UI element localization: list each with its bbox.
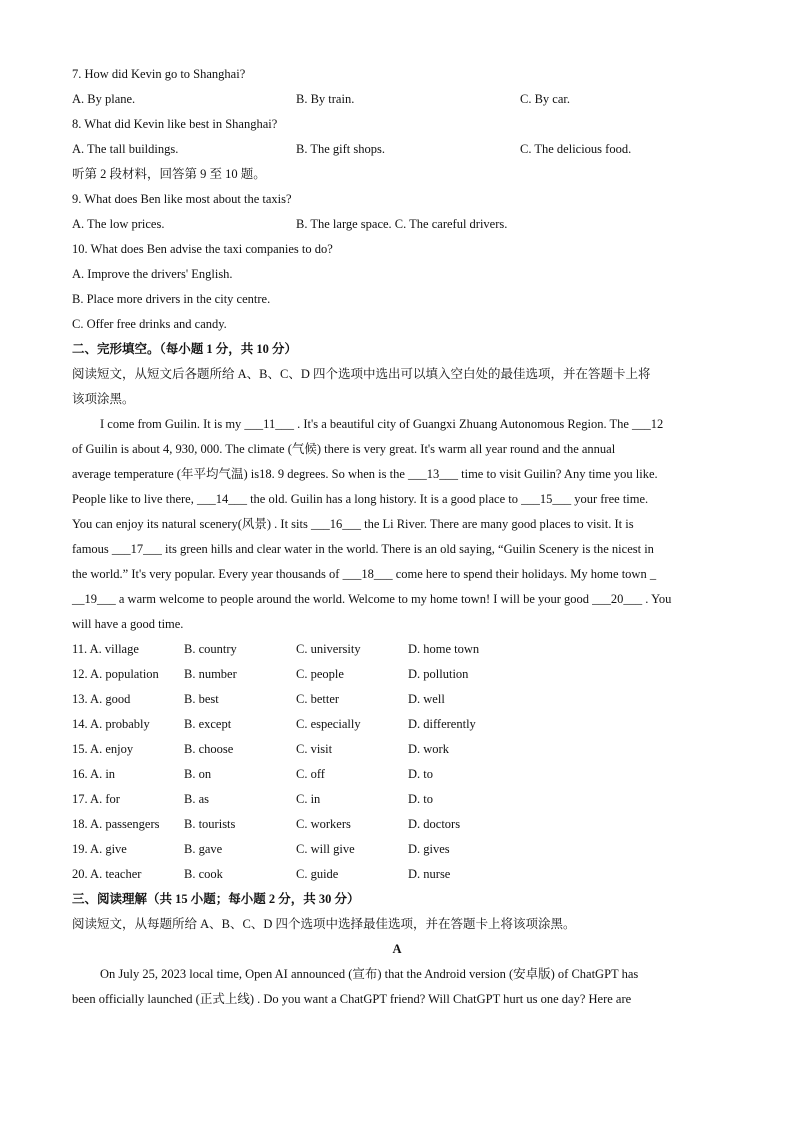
option-d: D. to [408,792,433,806]
option-b: B. as [184,792,209,806]
cloze-option-row [72,691,572,707]
option-d: D. work [408,742,449,756]
option-d: D. pollution [408,667,469,681]
reading-heading: 三、阅读理解（共 15 小题；每小题 2 分，共 30 分） [72,892,360,906]
cloze-passage-line: of Guilin is about 4, 930, 000. The climate (气候) there is very great. It's warm all year round and the annual [72,442,616,456]
cloze-option-row [72,841,572,857]
cloze-option-row [72,816,572,832]
cloze-passage-line: You can enjoy its natural scenery(风景) . It sits ___16___ the Li River. There are many good places to visit. It is [72,517,634,531]
cloze-heading: 二、完形填空。（每小题 1 分，共 10 分） [72,342,298,356]
question-10-option-c: C. Offer free drinks and candy. [72,317,227,331]
option-bc: B. The large space. C. The careful drivers. [296,217,508,231]
option-a: 19. A. give [72,842,127,856]
option-c: C. in [296,792,321,806]
question-9-stem: 9. What does Ben like most about the taxis? [72,192,292,206]
cloze-passage-line: I come from Guilin. It is my ___11___ . It's a beautiful city of Guangxi Zhuang Autonomous Region. The ___12 [100,417,664,431]
question-8-stem: 8. What did Kevin like best in Shanghai? [72,117,278,131]
option-c: C. better [296,692,340,706]
option-d: D. well [408,692,445,706]
option-d: D. gives [408,842,450,856]
cloze-passage-line: __19___ a warm welcome to people around the world. Welcome to my home town! I will be your good ___20___ . You [72,592,672,606]
option-c: C. people [296,667,344,681]
cloze-passage-line: the world.” It's very popular. Every year thousands of ___18___ come here to spend their holidays. My home town _ [72,567,657,581]
section-2-note: 听第 2 段材料，回答第 9 至 10 题。 [72,167,266,181]
question-9-options [72,216,722,232]
option-c: C. visit [296,742,333,756]
cloze-passage-line: famous ___17___ its green hills and clear water in the world. There is an old saying, “Guilin Scenery is the nicest in [72,542,654,556]
option-b: B. choose [184,742,234,756]
reading-instruction: 阅读短文，从每题所给 A、B、C、D 四个选项中选择最佳选项，并在答题卡上将该项涂黑。 [72,917,576,931]
option-b: B. best [184,692,219,706]
option-a: 13. A. good [72,692,131,706]
question-7-stem: 7. How did Kevin go to Shanghai? [72,67,246,81]
option-c: C. will give [296,842,355,856]
cloze-option-row [72,741,572,757]
option-c: C. By car. [520,92,570,106]
passage-label: A [392,942,402,956]
question-8-options [72,141,722,157]
option-a: 17. A. for [72,792,120,806]
option-a: A. The low prices. [72,217,165,231]
option-a: 15. A. enjoy [72,742,134,756]
cloze-instruction-line-1: 阅读短文，从短文后各题所给 A、B、C、D 四个选项中选出可以填入空白处的最佳选项，并在答题卡上将 [72,367,651,381]
cloze-option-row [72,666,572,682]
option-c: C. especially [296,717,361,731]
option-c: C. guide [296,867,339,881]
option-a: 14. A. probably [72,717,150,731]
question-10-stem: 10. What does Ben advise the taxi companies to do? [72,242,333,256]
option-b: B. except [184,717,232,731]
option-b: B. number [184,667,237,681]
cloze-passage-line: People like to live there, ___14___ the old. Guilin has a long history. It is a good place to ___15___ your free time. [72,492,649,506]
option-b: B. By train. [296,92,355,106]
option-b: B. cook [184,867,223,881]
option-a: 16. A. in [72,767,116,781]
option-b: B. country [184,642,237,656]
option-d: D. to [408,767,433,781]
option-a: 20. A. teacher [72,867,142,881]
cloze-passage-line: will have a good time. [72,617,184,631]
option-b: B. The gift shops. [296,142,386,156]
cloze-option-row [72,641,572,657]
option-d: D. nurse [408,867,451,881]
option-c: C. The delicious food. [520,142,632,156]
option-b: B. gave [184,842,223,856]
option-b: B. on [184,767,212,781]
question-7-options [72,91,722,107]
option-a: 12. A. population [72,667,159,681]
option-a: 18. A. passengers [72,817,160,831]
question-10-option-b: B. Place more drivers in the city centre. [72,292,271,306]
option-a: A. The tall buildings. [72,142,179,156]
option-d: D. doctors [408,817,461,831]
reading-passage-line: On July 25, 2023 local time, Open AI announced (宣布) that the Android version (安卓版) of ChatGPT has [100,967,639,981]
reading-passage-line: been officially launched (正式上线) . Do you want a ChatGPT friend? Will ChatGPT hurt us one day? Here are [72,992,632,1006]
option-d: D. differently [408,717,476,731]
cloze-option-row [72,716,572,732]
cloze-option-row [72,791,572,807]
cloze-passage-line: average temperature (年平均气温) is18. 9 degrees. So when is the ___13___ time to visit Guilin? Any time you like. [72,467,658,481]
cloze-instruction-line-2: 该项涂黑。 [72,392,135,406]
option-b: B. tourists [184,817,236,831]
option-a: A. By plane. [72,92,136,106]
option-c: C. university [296,642,361,656]
cloze-option-row [72,866,572,882]
option-c: C. off [296,767,325,781]
option-d: D. home town [408,642,480,656]
option-c: C. workers [296,817,351,831]
option-a: 11. A. village [72,642,139,656]
cloze-option-row [72,766,572,782]
question-10-option-a: A. Improve the drivers' English. [72,267,233,281]
